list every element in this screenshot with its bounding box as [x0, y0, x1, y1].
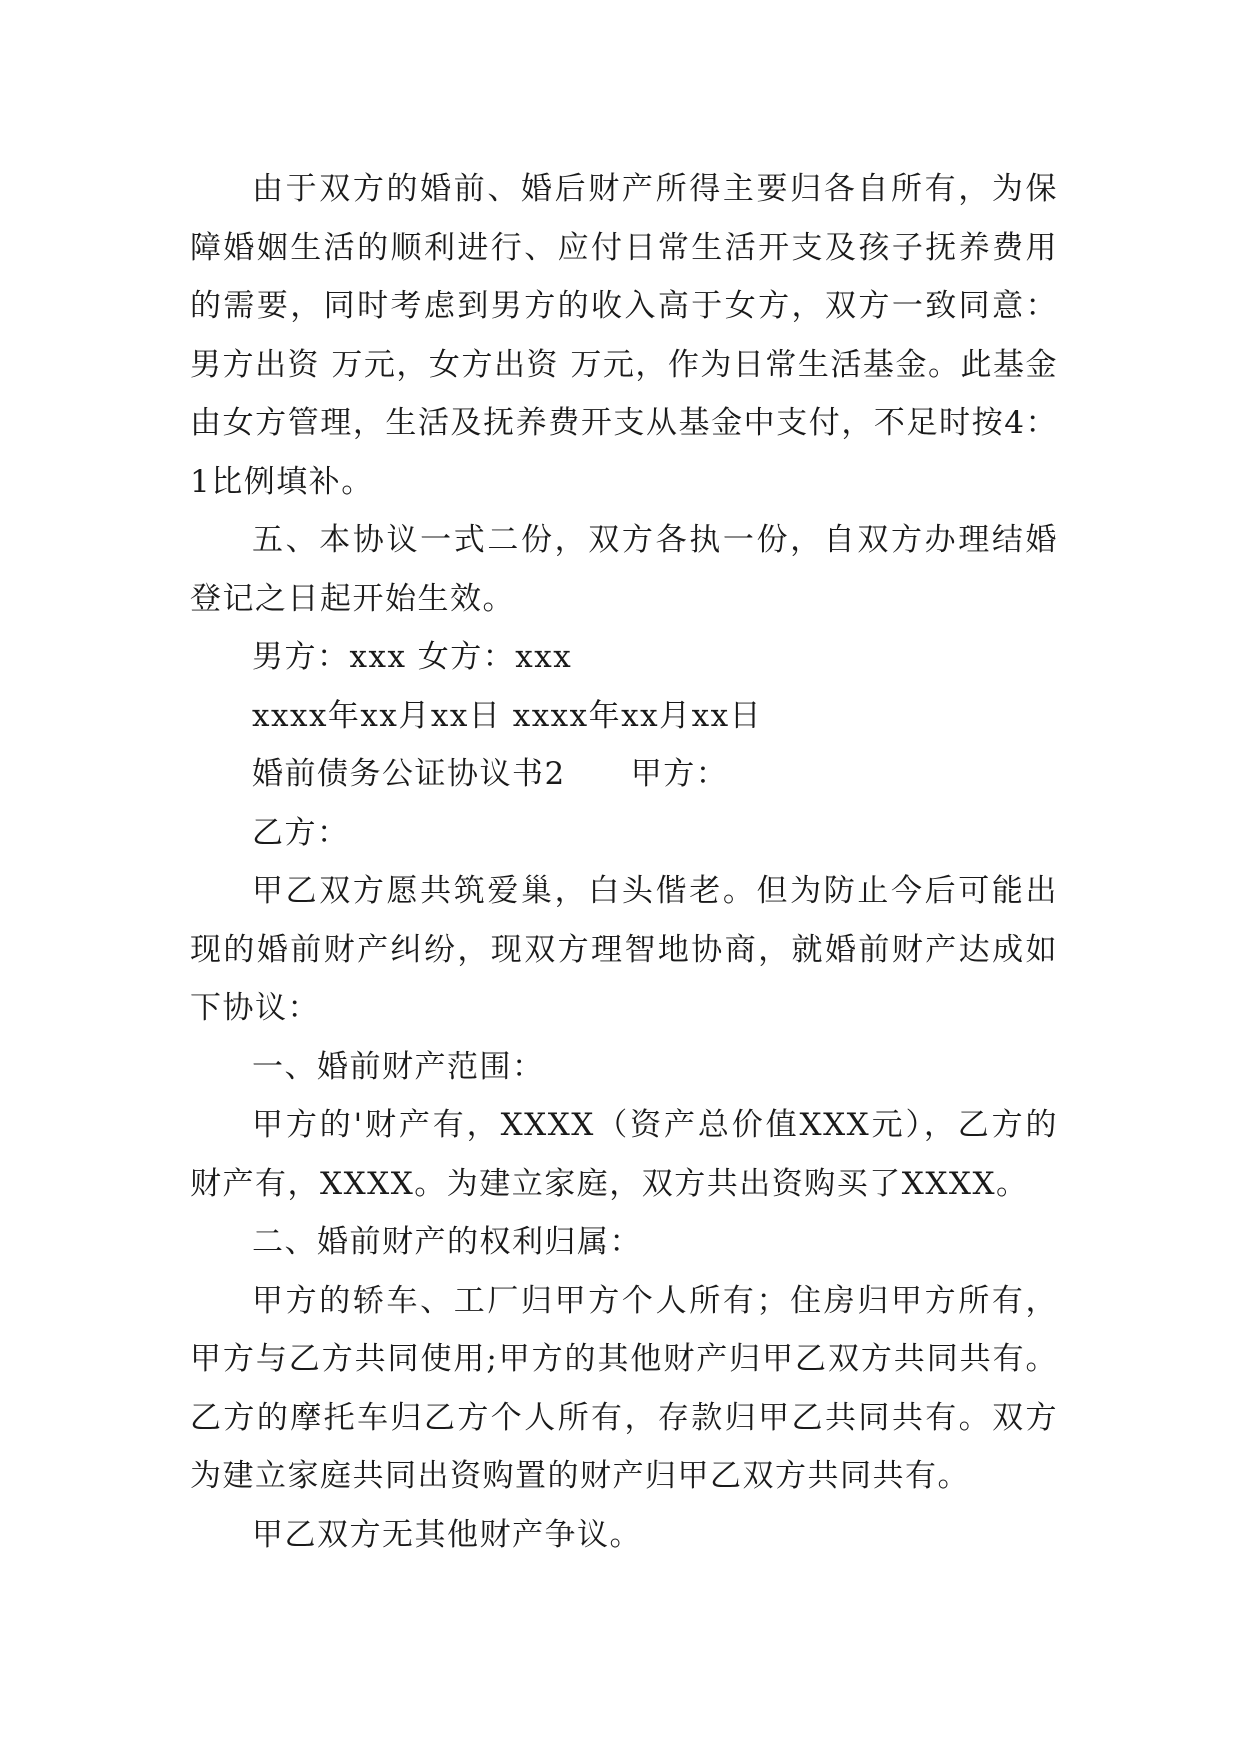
paragraph-property-list: 甲方的'财产有，XXXX（资产总价值XXX元），乙方的财产有，XXXX。为建立家庭，双方共出资购买了XXXX。: [190, 1107, 1058, 1202]
document-page: [190, 160, 1058, 1564]
paragraph-no-dispute: 甲乙双方无其他财产争议。: [252, 1516, 642, 1553]
paragraph-clause-five: 五、本协议一式二份，双方各执一份，自双方办理结婚登记之日起开始生效。: [190, 522, 1058, 617]
paragraph-ownership-details: 甲方的轿车、工厂归甲方个人所有；住房归甲方所有，甲方与乙方共同使用;甲方的其他财产归甲乙双方共同共有。乙方的摩托车归乙方个人所有，存款归甲乙共同共有。双方为建立家庭共同出资购置的财产归甲乙双方共同共有。: [190, 1282, 1058, 1494]
heading-property-ownership: 二、婚前财产的权利归属：: [252, 1224, 642, 1260]
signature-dates-line: xxxx年xx月xx日 xxxx年xx月xx日: [252, 697, 763, 734]
heading-property-scope: 一、婚前财产范围：: [252, 1048, 545, 1085]
agreement-title-party-a: 婚前债务公证协议书2 甲方：: [252, 756, 729, 792]
paragraph-preamble: 甲乙双方愿共筑爱巢，白头偕老。但为防止今后可能出现的婚前财产纠纷，现双方理智地协商，就婚前财产达成如下协议：: [190, 873, 1058, 1026]
paragraph-living-fund: 由于双方的婚前、婚后财产所得主要归各自所有，为保障婚姻生活的顺利进行、应付日常生活开支及孩子抚养费用的需要，同时考虑到男方的收入高于女方，双方一致同意：男方出资 万元，女方出资 万元，作为日常生活基金。此基金由女方管理，生活及抚养费开支从基金中支付，不足时按4：1比例填补。: [190, 171, 1058, 500]
signature-parties-line: 男方：xxx 女方：xxx: [252, 639, 573, 675]
party-b-line: 乙方：: [252, 814, 350, 851]
